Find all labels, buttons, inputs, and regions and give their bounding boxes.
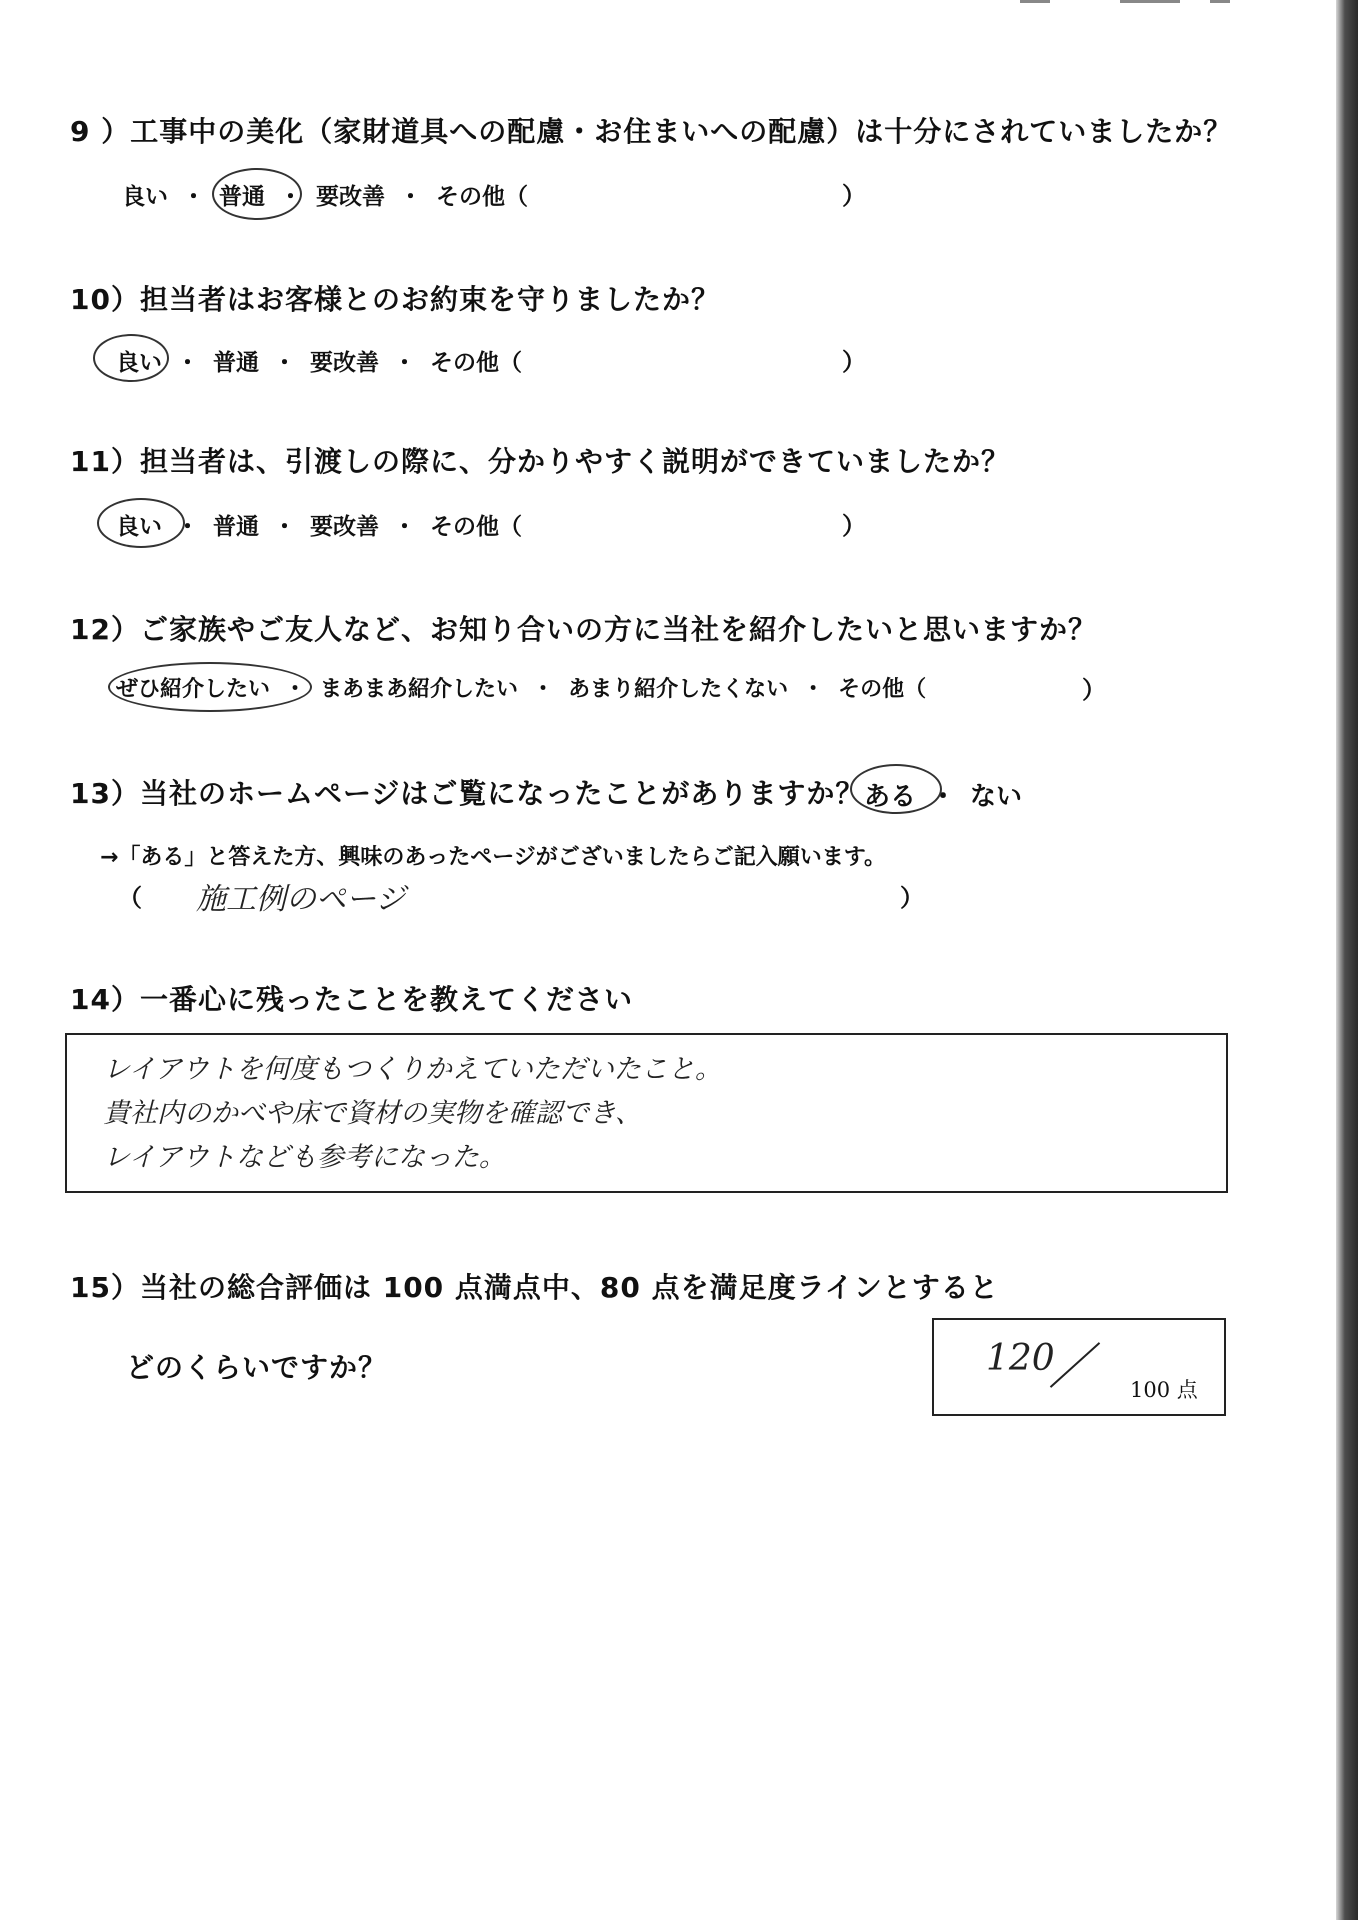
option-good[interactable]: 良い [116, 350, 162, 376]
option-yes[interactable]: ある [864, 782, 917, 812]
option-needs-improvement[interactable]: 要改善 [310, 350, 379, 376]
option-other[interactable]: その他（ [430, 514, 522, 540]
option-definitely[interactable]: ぜひ紹介したい [116, 677, 271, 702]
option-no[interactable]: ない [970, 782, 1023, 812]
question-9-options: 良い ・ 普通 ・ 要改善 ・ その他（ [122, 178, 528, 211]
question-12: 12）ご家族やご友人など、お知り合いの方に当社を紹介したいと思いますか？ [70, 613, 1097, 646]
paren-open: （ [118, 884, 142, 912]
question-13-options: ある ・ ない [864, 776, 1022, 813]
option-other[interactable]: その他（ [436, 184, 528, 210]
question-11-options: 良い ・ 普通 ・ 要改善 ・ その他（ [116, 508, 522, 541]
option-good[interactable]: 良い [122, 184, 168, 210]
option-other[interactable]: その他（ [838, 677, 927, 702]
option-good[interactable]: 良い [116, 514, 162, 540]
question-11: 11）担当者は、引渡しの際に、分かりやすく説明ができていましたか？ [70, 445, 1010, 478]
option-normal[interactable]: 普通 [219, 184, 265, 210]
question-10: 10）担当者はお客様とのお約束を守りましたか？ [70, 283, 720, 316]
option-not-really[interactable]: あまり紹介したくない [568, 677, 789, 702]
paren-close: ） [900, 884, 924, 912]
question-12-options: ぜひ紹介したい ・ まあまあ紹介したい ・ あまり紹介したくない ・ その他（ [116, 672, 926, 703]
comment-line: レイアウトを何度もつくりかえていただいたこと。 [103, 1054, 722, 1085]
handwritten-answer[interactable]: 施工例のページ [196, 882, 406, 917]
scan-mark [1120, 0, 1180, 3]
option-normal[interactable]: 普通 [213, 514, 259, 540]
option-needs-improvement[interactable]: 要改善 [310, 514, 379, 540]
score-value: 120 [986, 1338, 1055, 1379]
score-slash [1050, 1342, 1100, 1388]
comment-line: レイアウトなども参考になった。 [103, 1142, 506, 1173]
paren-close: ） [842, 512, 866, 540]
question-13: 13）当社のホームページはご覧になったことがありますか？ [70, 777, 865, 810]
question-13-followup: →「ある」と答えた方、興味のあったページがございましたらご記入願います。 [100, 845, 887, 870]
paren-close: ） [842, 182, 866, 210]
score-max-label: 100 点 [1130, 1378, 1198, 1402]
option-somewhat[interactable]: まあまあ紹介したい [320, 677, 519, 702]
paren-close: ） [1082, 676, 1106, 704]
score-box[interactable] [932, 1318, 1226, 1416]
question-9: 9 ）工事中の美化（家財道具への配慮・お住まいへの配慮）は十分にされていましたか？ [70, 115, 1233, 148]
option-needs-improvement[interactable]: 要改善 [316, 184, 385, 210]
option-normal[interactable]: 普通 [213, 350, 259, 376]
scan-mark [1210, 0, 1230, 3]
paren-close: ） [842, 348, 866, 376]
comment-line: 貴社内のかべや床で資材の実物を確認でき、 [103, 1098, 642, 1129]
option-other[interactable]: その他（ [430, 350, 522, 376]
question-10-options: 良い ・ 普通 ・ 要改善 ・ その他（ [116, 344, 522, 377]
question-14: 14）一番心に残ったことを教えてください [70, 983, 633, 1016]
question-15-line2: どのくらいですか？ [126, 1351, 388, 1384]
question-15: 15）当社の総合評価は 100 点満点中、80 点を満足度ラインとすると [70, 1271, 999, 1304]
scan-edge [1336, 0, 1358, 1920]
comment-box[interactable] [65, 1033, 1228, 1193]
scan-mark [1020, 0, 1050, 3]
